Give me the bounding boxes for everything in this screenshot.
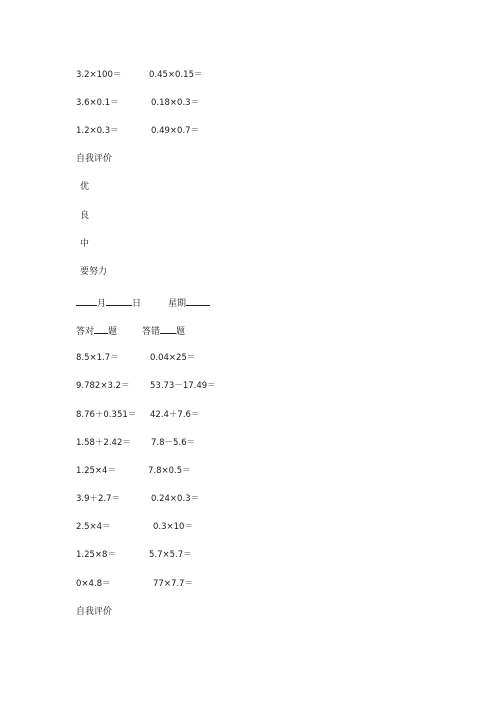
correct-count-line (76, 324, 117, 338)
problem-left: 2.5×4＝ (76, 522, 111, 532)
problem-left: 1.58＋2.42＝ (76, 438, 131, 448)
problem-left: 3.9＋2.7＝ (76, 494, 121, 504)
wrong-count-line (142, 324, 185, 338)
month-blank[interactable] (76, 296, 97, 306)
problem-right: 0.49×0.7＝ (151, 126, 200, 136)
problem-right: 0.45×0.15＝ (149, 70, 203, 80)
day-label: 日 (132, 299, 142, 309)
problem-left: 9.782×3.2＝ (76, 381, 130, 391)
problem-right: 77×7.7＝ (153, 579, 193, 589)
problem-right: 7.8－5.6＝ (151, 438, 196, 448)
grade-option: 中 (80, 239, 90, 249)
correct-unit: 题 (108, 327, 118, 337)
problem-right: 42.4＋7.6＝ (150, 410, 200, 420)
self-eval-title: 自我评价 (76, 154, 113, 164)
problem-right: 5.7×5.7＝ (149, 550, 192, 560)
problem-right: 0.18×0.3＝ (151, 98, 200, 108)
problem-left: 8.5×1.7＝ (76, 353, 119, 363)
wrong-blank[interactable] (160, 324, 176, 334)
grade-option: 良 (80, 211, 90, 221)
grade-option: 优 (80, 182, 90, 192)
problem-left: 1.25×8＝ (76, 550, 116, 560)
problem-right: 0.24×0.3＝ (151, 494, 200, 504)
problem-right: 7.8×0.5＝ (148, 466, 191, 476)
problem-left: 1.2×0.3＝ (76, 126, 119, 136)
problem-left: 1.25×4＝ (76, 466, 116, 476)
grade-option: 要努力 (80, 267, 108, 277)
month-label: 月 (97, 299, 107, 309)
problem-left: 0×4.8＝ (76, 579, 111, 589)
weekday-line (168, 296, 210, 310)
problem-left: 3.2×100＝ (76, 70, 122, 80)
problem-left: 3.6×0.1＝ (76, 98, 119, 108)
wrong-unit: 题 (176, 327, 186, 337)
self-eval-title: 自我评价 (76, 607, 113, 617)
problem-right: 0.04×25＝ (150, 353, 196, 363)
wrong-label: 答错 (142, 327, 161, 337)
date-line (76, 296, 141, 310)
weekday-blank[interactable] (186, 296, 210, 306)
problem-right: 53.73－17.49＝ (150, 381, 216, 391)
weekday-label: 星期 (168, 299, 187, 309)
day-blank[interactable] (106, 296, 132, 306)
problem-right: 0.3×10＝ (153, 522, 193, 532)
correct-label: 答对 (76, 327, 95, 337)
problem-left: 8.76＋0.351＝ (76, 410, 137, 420)
correct-blank[interactable] (94, 324, 108, 334)
